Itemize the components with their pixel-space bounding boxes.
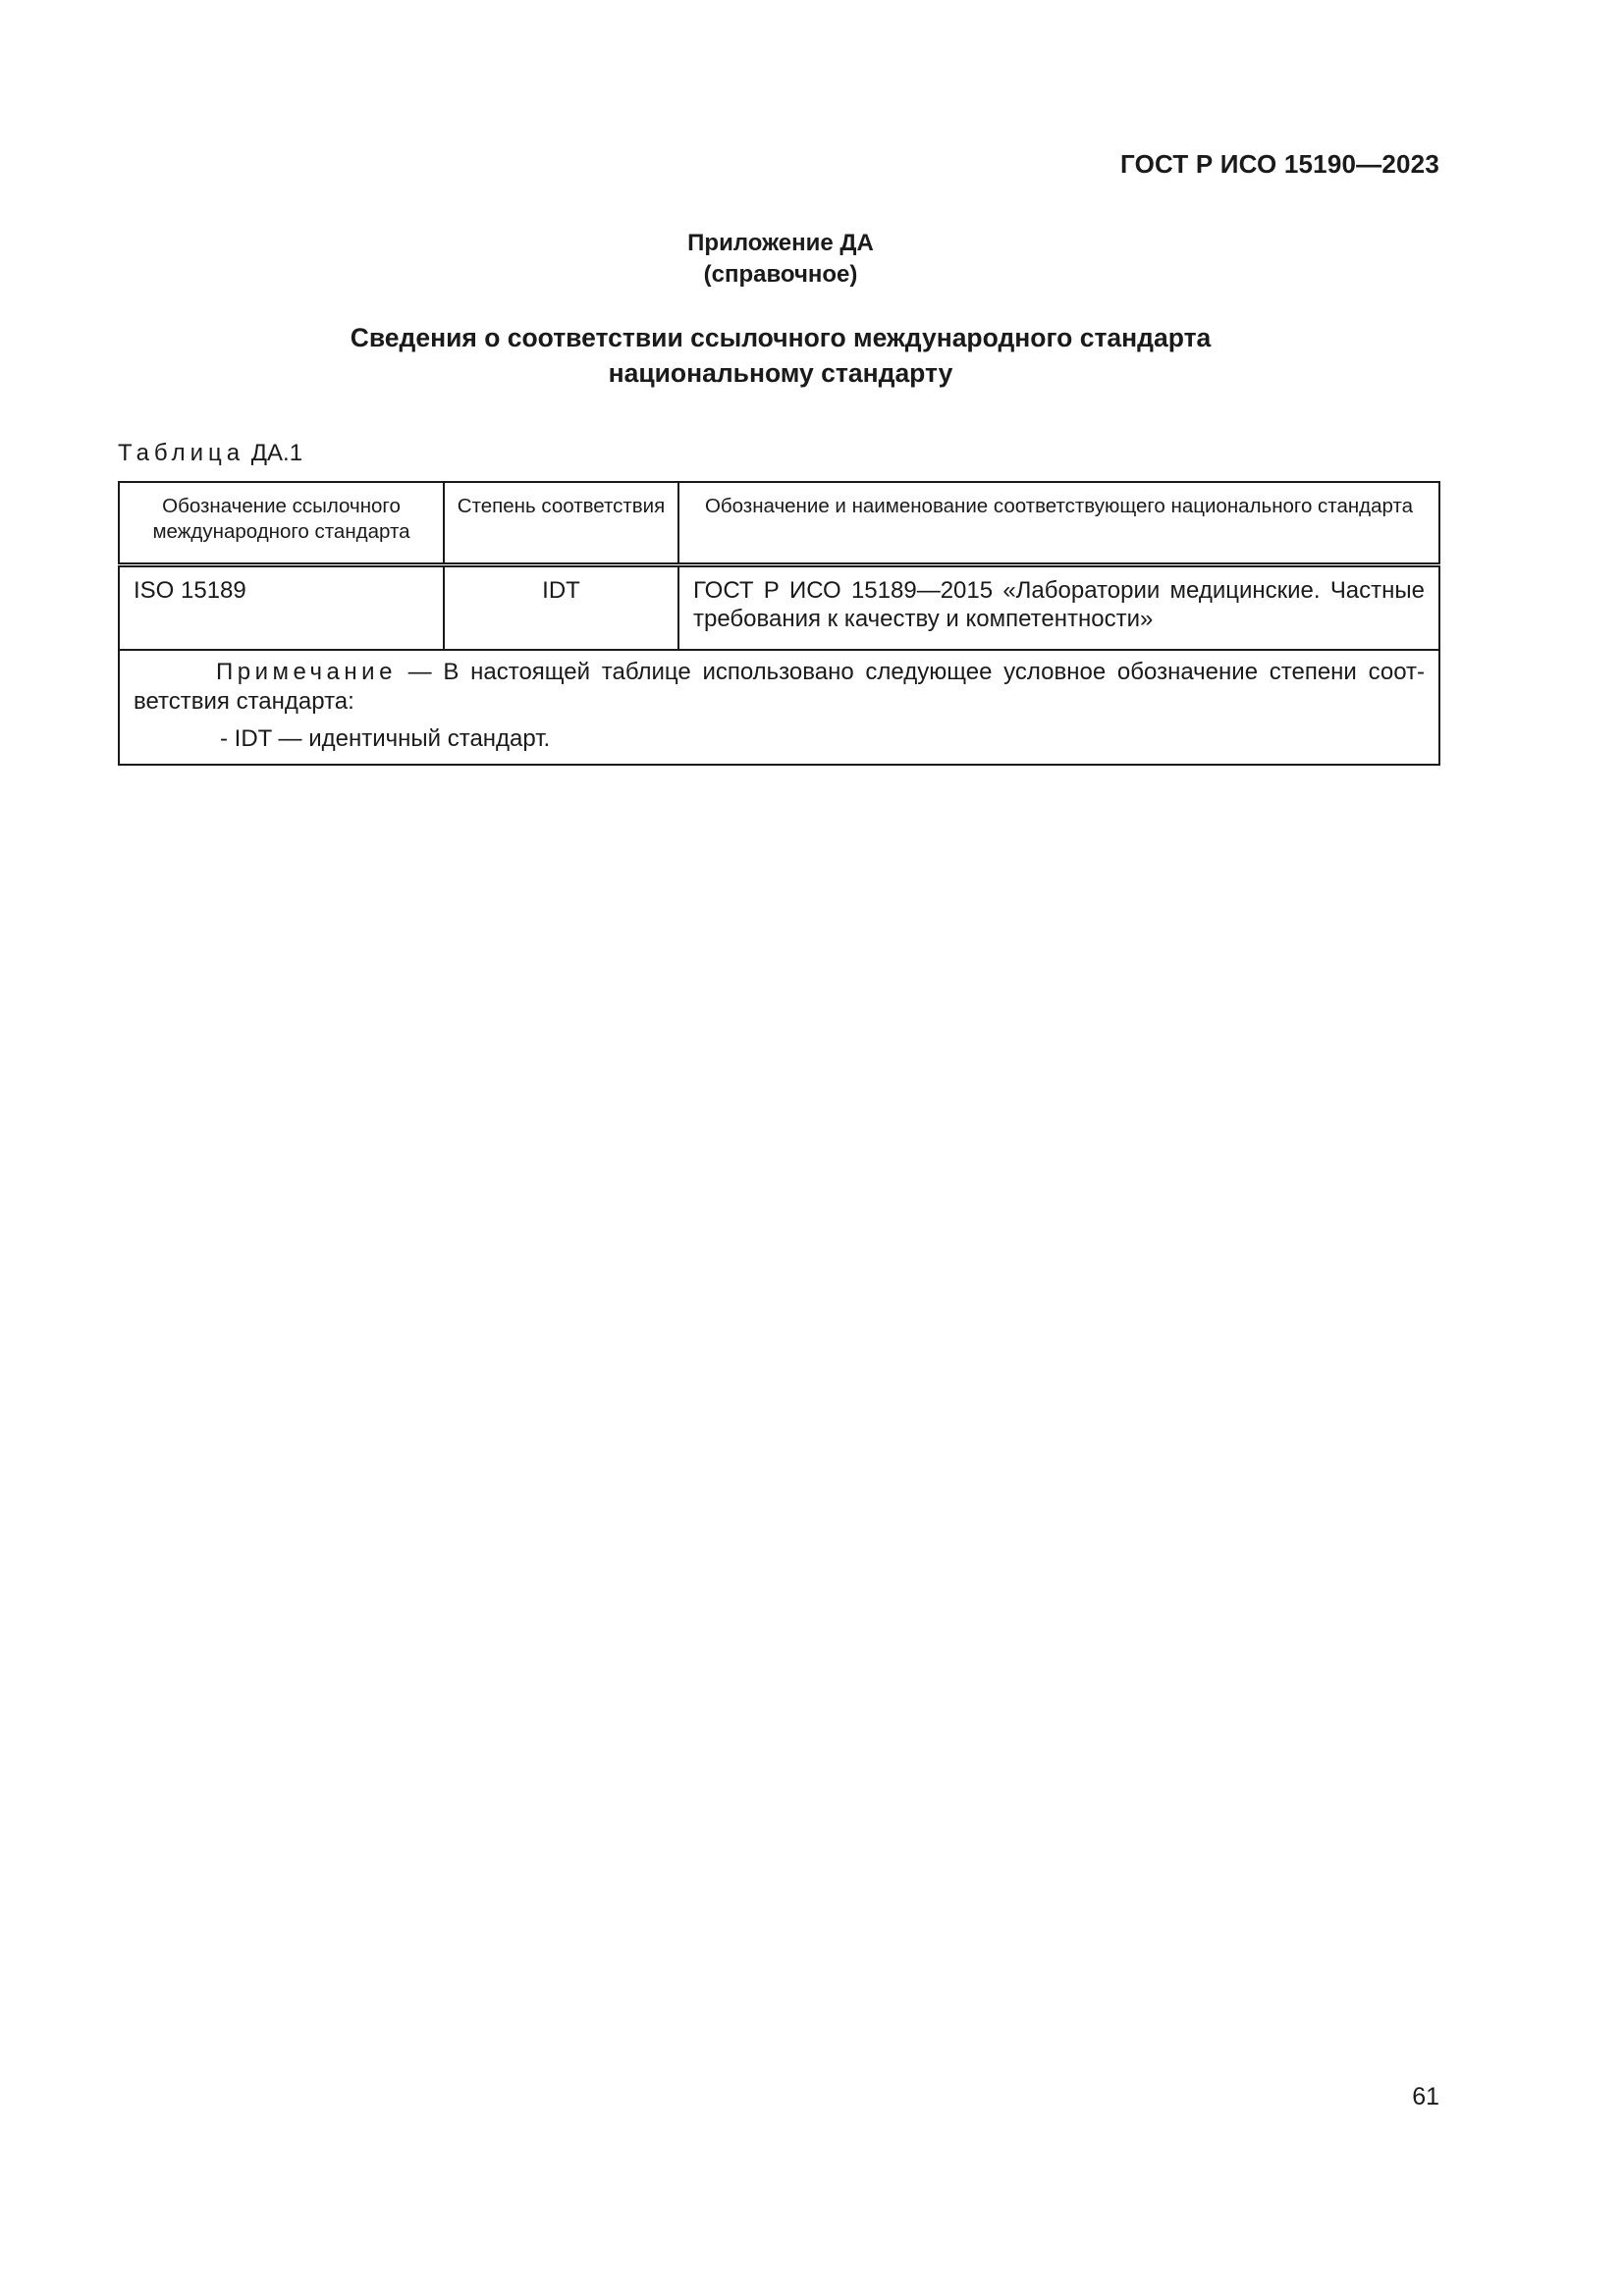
correspondence-table xyxy=(118,481,1440,766)
annex-header xyxy=(0,228,1561,291)
cell-degree: IDT xyxy=(444,565,678,651)
page-number: 61 xyxy=(1412,2083,1439,2110)
header-cell-degree: Степень соответствия xyxy=(444,482,678,565)
table-row xyxy=(119,565,1439,651)
cell-reference-standard: ISO 15189 xyxy=(119,565,444,651)
annex-subtitle: (справочное) xyxy=(703,261,858,288)
table-label xyxy=(118,440,302,467)
note-body: — В настоящей таблице использовано следующее условное обозначение степени соответствия стандарта: xyxy=(134,659,1426,715)
document-code: ГОСТ Р ИСО 15190—2023 xyxy=(1119,149,1439,179)
table-label-word: Таблица xyxy=(118,440,245,466)
annex-title: Приложение ДА xyxy=(687,230,874,256)
note-item: - IDT — идентичный стандарт. xyxy=(220,725,551,752)
table-note-row xyxy=(119,650,1439,765)
cell-national-standard: ГОСТ Р ИСО 15189—2015 «Лаборатории медицинские. Частные требования к качеству и компетентности» xyxy=(678,565,1439,651)
annex-heading xyxy=(0,320,1561,391)
note-label: Примечание xyxy=(216,659,397,685)
table-header-row xyxy=(119,482,1439,565)
header-cell-national-standard: Обозначение и наименование соответствующего национального стандарта xyxy=(678,482,1439,565)
annex-heading-line2: национальному стандарту xyxy=(608,358,953,388)
note-text xyxy=(134,658,1425,717)
annex-heading-line1: Сведения о соответствии ссылочного международного стандарта xyxy=(350,323,1212,352)
table-label-id: ДА.1 xyxy=(250,440,303,466)
header-cell-reference-standard: Обозначение ссылочного международного стандарта xyxy=(119,482,444,565)
table-note-cell xyxy=(119,650,1439,765)
